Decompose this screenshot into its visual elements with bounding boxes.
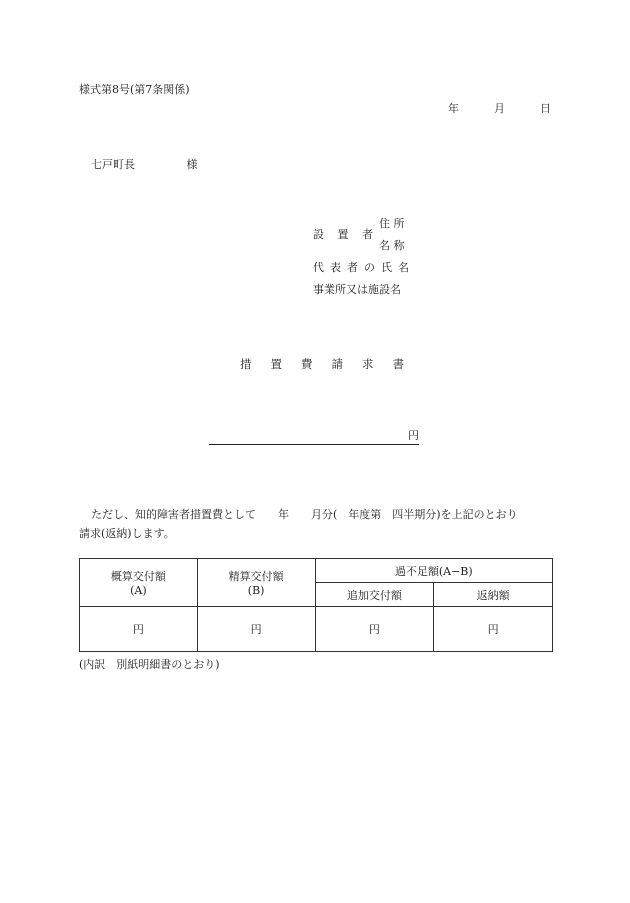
- estimated-amount-cell: 円: [80, 607, 198, 652]
- recipient: [91, 156, 198, 172]
- amount-table: [79, 558, 553, 652]
- recipient-name: 七戸町長: [91, 158, 135, 171]
- facility-label: 事業所又は施設名: [313, 283, 401, 296]
- address-label: 住 所: [379, 217, 405, 230]
- col-estimated-label: 概算交付額: [110, 570, 166, 583]
- amount-line: [209, 429, 419, 445]
- additional-amount-cell: 円: [315, 607, 434, 652]
- date-line: [448, 100, 551, 116]
- col-settled-header: [197, 559, 315, 607]
- refund-amount-cell: 円: [434, 607, 553, 652]
- name-label: 名 称: [379, 239, 405, 252]
- col-settled-sub: (B): [247, 584, 265, 597]
- table-row: [80, 607, 553, 652]
- recipient-honorific: 様: [186, 158, 198, 171]
- amount-yen: 円: [408, 429, 419, 442]
- col-estimated-sub: (A): [130, 584, 147, 597]
- body-line-2: 請求(返納)します。: [79, 527, 175, 540]
- document-title: 措置費請求書: [240, 357, 423, 371]
- date-day: 日: [540, 102, 551, 115]
- settled-amount-cell: 円: [197, 607, 315, 652]
- col-additional-header: 追加交付額: [315, 583, 434, 607]
- breakdown-note: (内訳 別紙明細書のとおり): [79, 658, 220, 671]
- representative-label: 代表者の氏名: [313, 261, 415, 274]
- col-estimated-header: [80, 559, 198, 607]
- col-refund-header: 返納額: [434, 583, 553, 607]
- installer-row: [313, 213, 415, 257]
- date-month: 月: [494, 102, 505, 115]
- body-line-1: ただし、知的障害者措置費として 年 月分( 年度第 四半期分)を上記のとおり: [91, 508, 518, 521]
- body-text: [79, 505, 559, 543]
- col-difference-header: 過不足額(A−B): [315, 559, 553, 583]
- col-settled-label: 精算交付額: [228, 570, 284, 583]
- installer-label: 設 置 者: [313, 228, 378, 241]
- form-number: 様式第8号(第7条関係): [79, 83, 190, 96]
- date-year: 年: [448, 102, 459, 115]
- applicant-block: [313, 213, 415, 301]
